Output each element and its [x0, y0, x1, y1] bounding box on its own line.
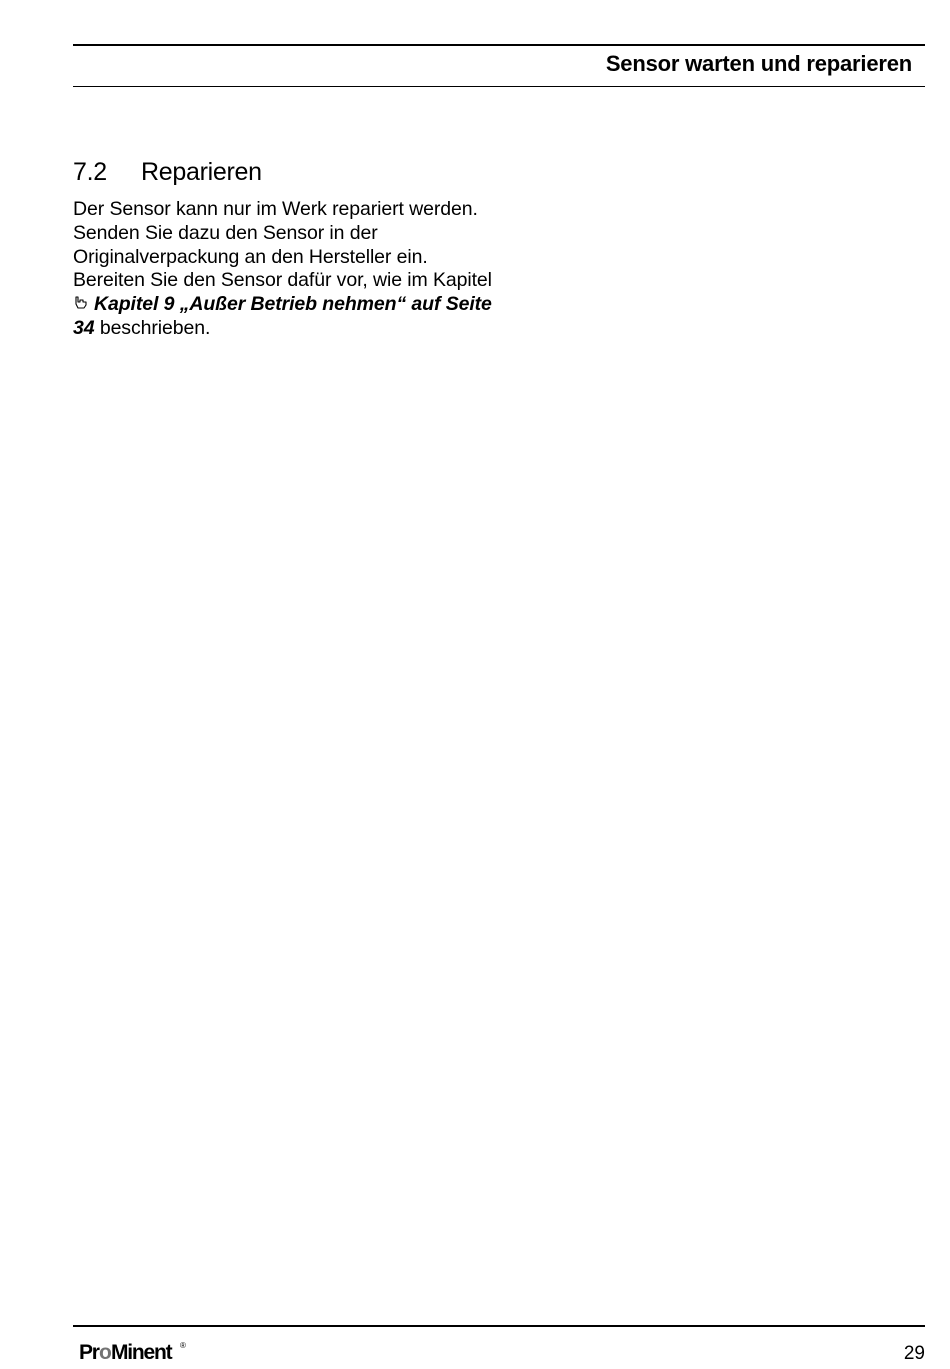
header-top-rule — [73, 44, 925, 46]
svg-text:Minent: Minent — [111, 1341, 172, 1364]
hand-pointer-icon — [73, 294, 89, 310]
body-text-after-link: beschrieben. — [94, 316, 211, 339]
svg-text:o: o — [99, 1341, 111, 1364]
svg-text:®: ® — [180, 1341, 186, 1350]
section-title: Reparieren — [141, 158, 262, 186]
running-header-title: Sensor warten und reparieren — [605, 51, 912, 76]
chapter-9-link[interactable]: Kapitel 9 „Außer Betrieb nehmen“ auf Seite 34 — [73, 293, 492, 339]
section-body — [73, 198, 493, 341]
header-bottom-rule — [73, 86, 925, 87]
prominent-logo — [79, 1338, 189, 1368]
page-number: 29 — [903, 1343, 925, 1364]
footer-rule — [73, 1325, 925, 1327]
body-text-before-link: Der Sensor kann nur im Werk repariert werden. Senden Sie dazu den Sensor in der Originalverpackung an den Hersteller ein. Bereiten Sie den Sensor dafür vor, wie im Kapitel — [73, 198, 492, 292]
svg-text:Pr: Pr — [79, 1341, 99, 1364]
section-reparieren — [73, 156, 493, 341]
section-heading — [73, 156, 493, 188]
section-number: 7.2 — [73, 158, 107, 186]
